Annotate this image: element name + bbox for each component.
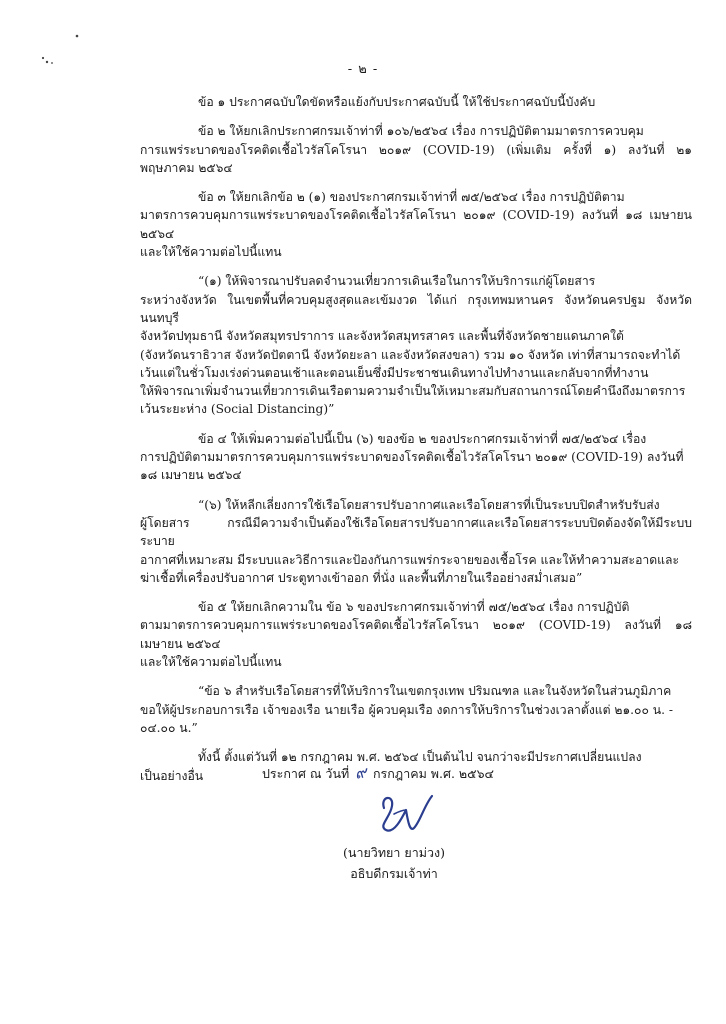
quote-clause-6: “(๖) ให้หลีกเลี่ยงการใช้เรือโดยสารปรับอากาศและเรือโดยสารที่เป็นระบบปิดสำหรับรับส่ง ผู้โดยสาร กรณีมีความจำเป็นต้องใช้เรือโดยสารปรับอากาศและเรือโดยสารระบบปิดต้องจัดให้มีระบบระบาย อากาศที่เหมาะสม มีระบบและวิธีการและป้องกันการแพร่กระจายของเชื้อโรค และให้ทำความสะอาดและ ฆ่าเชื้อที่เครื่องปรับอากาศ ประตูทางเข้าออก ที่นั่ง และพื้นที่ภายในเรืออย่างสม่ำเสมอ” [140,497,692,585]
page-number: - ๒ - [347,62,379,77]
signer-title: อธิบดีกรมเจ้าท่า [350,866,438,881]
clause-2: ข้อ ๒ ให้ยกเลิกประกาศกรมเจ้าท่าที่ ๑๐๖/๒๕๖๔ เรื่อง การปฏิบัติตามมาตรการควบคุม การแพร่ระบาดของโรคติดเชื้อไวรัสโคโรนา ๒๐๑๙ (COVID-19) (เพิ่มเติม ครั้งที่ ๑) ลงวันที่ ๒๑ พฤษภาคม ๒๕๖๔ [140,124,692,175]
effective-date-paragraph: ทั้งนี้ ตั้งแต่วันที่ ๑๒ กรกฎาคม พ.ศ. ๒๕๖๔ เป็นต้นไป จนกว่าจะมีประกาศเปลี่ยนแปลง เป็นอย่างอื่น [140,750,642,783]
signature-mark [372,788,442,838]
clause-5: ข้อ ๕ ให้ยกเลิกความใน ข้อ ๖ ของประกาศกรมเจ้าท่าที่ ๗๕/๒๕๖๔ เรื่อง การปฏิบัติ ตามมาตรการควบคุมการแพร่ระบาดของโรคติดเชื้อไวรัสโคโรนา ๒๐๑๙ (COVID-19) ลงวันที่ ๑๘ เมษายน ๒๕๖๔ และให้ใช้ความต่อไปนี้แทน [140,600,692,670]
signoff-prefix: ประกาศ ณ วันที่ [262,766,350,781]
clause-3: ข้อ ๓ ให้ยกเลิกข้อ ๒ (๑) ของประกาศกรมเจ้าท่าที่ ๗๕/๒๕๖๔ เรื่อง การปฏิบัติตาม มาตรการควบคุมการแพร่ระบาดของโรคติดเชื้อไวรัสโคโรนา ๒๐๑๙ (COVID-19) ลงวันที่ ๑๘ เมษายน ๒๕๖๔ และให้ใช้ความต่อไปนี้แทน [140,190,692,260]
quote-clause-6-replacement: “ข้อ ๖ สำหรับเรือโดยสารที่ให้บริการในเขตกรุงเทพ ปริมณฑล และในจังหวัดในส่วนภูมิภาค ขอให้ผู้ประกอบการเรือ เจ้าของเรือ นายเรือ ผู้ควบคุมเรือ งดการให้บริการในช่วงเวลาตั้งแต่ ๒๑.๐๐ น. - ๐๔.๐๐ น.” [140,684,674,735]
signer-name: (นายวิทยา ยาม่วง) [343,845,445,860]
signoff-month-year: กรกฎาคม พ.ศ. ๒๕๖๔ [372,766,494,781]
clause-1: ข้อ ๑ ประกาศฉบับใดขัดหรือแย้งกับประกาศฉบับนี้ ให้ใช้ประกาศฉบับนี้บังคับ [198,95,596,109]
clause-4: ข้อ ๔ ให้เพิ่มความต่อไปนี้เป็น (๖) ของข้อ ๒ ของประกาศกรมเจ้าท่าที่ ๗๕/๒๕๖๔ เรื่อง การปฏิบัติตามมาตรการควบคุมการแพร่ระบาดของโรคติดเชื้อไวรัสโคโรนา ๒๐๑๙ (COVID-19) ลงวันที่ ๑๘ เมษายน ๒๕๖๔ [140,431,684,483]
document-body [140,93,692,796]
handwritten-day: ๙ [353,762,369,783]
announcement-date [262,761,494,786]
quote-clause-1: “(๑) ให้พิจารณาปรับลดจำนวนเที่ยวการเดินเรือในการให้บริการแก่ผู้โดยสาร ระหว่างจังหวัด ในเขตพื้นที่ควบคุมสูงสุดและเข้มงวด ได้แก่ กรุงเทพมหานคร จังหวัดนครปฐม จังหวัดนนทบุรี จังหวัดปทุมธานี จังหวัดสมุทรปราการ และจังหวัดสมุทรสาคร และพื้นที่จังหวัดชายแดนภาคใต้ (จังหวัดนราธิวาส จังหวัดปัตตานี จังหวัดยะลา และจังหวัดสงขลา) รวม ๑๐ จังหวัด เท่าที่สามารถจะทำได้ เว้นแต่ในชั่วโมงเร่งด่วนตอนเช้าและตอนเย็นซึ่งมีประชาชนเดินทางไปทำงานและกลับจากที่ทำงาน ให้พิจารณาเพิ่มจำนวนเที่ยวการเดินเรือตามความจำเป็นให้เหมาะสมกับสถานการณ์โดยคำนึงถึงมาตรการ เว้นระยะห่าง (Social Distancing)” [140,274,692,417]
